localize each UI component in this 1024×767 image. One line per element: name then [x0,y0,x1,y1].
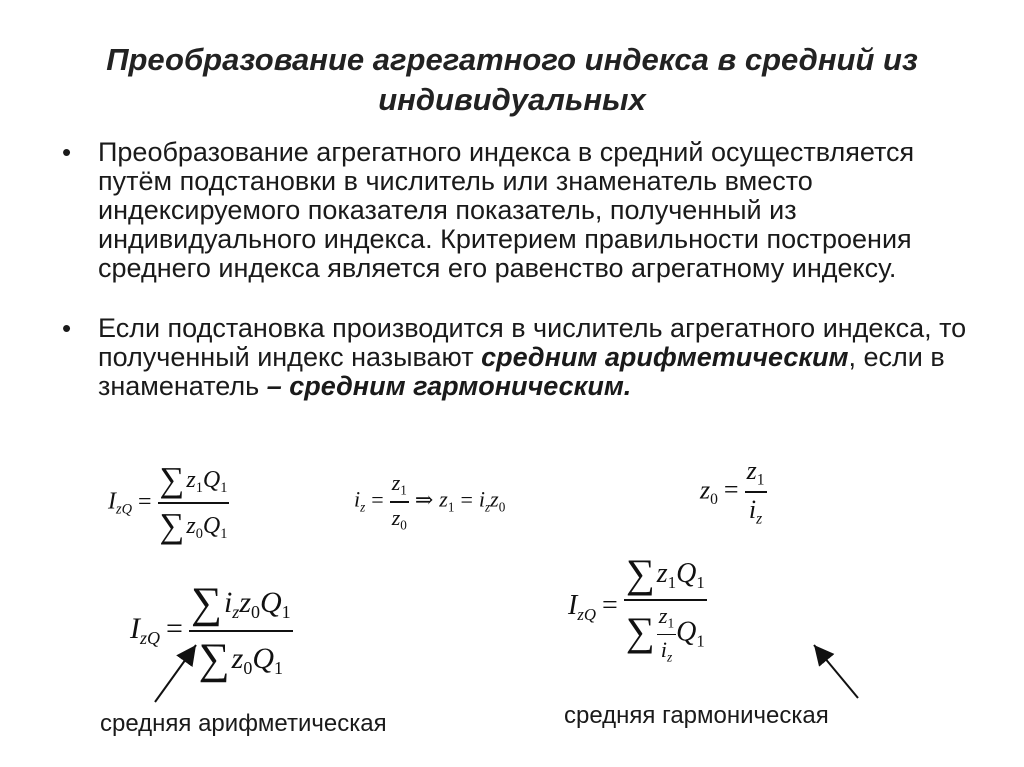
formula-arithmetic-mean: $I_{zQ}$ = $\frac{\sum i_zz_0Q_1}{\sum z_0Q_1}$ [130,579,291,683]
bullet-dot: • [62,313,72,343]
formula-individual-index: $i_z$ = $\frac{z_1}{z_0}$ ⇒ $z_1 = i_zz_0$ [354,470,506,533]
caption-harmonic: средняя гармоническая [564,702,829,729]
bullet-2-emphasis-harm: – средним гармоническим. [266,371,632,401]
slide-title: Преобразование агрегатного индекса в средний из индивидуальных [106,42,918,117]
bullet-2-emphasis-arith: средним арифметическим [481,342,849,372]
arrow-arithmetic [155,645,196,702]
arrow-harmonic [814,645,858,698]
caption-arithmetic: средняя арифметическая [100,710,387,737]
formula-z0: $z_0$ = $\frac{z_1}{i_z}$ [700,456,765,528]
bullet-2-part2: , если в знаменатель [98,342,945,401]
bullet-2-part1: Если подстановка производится в числитель агрегатного индекса, то полученный индекс называют [98,313,967,372]
formula-aggregate-index: $I_{zQ}$ = $\frac{\sum z_1Q_1}{\sum z_0Q_1}$ [108,460,228,545]
bullet-dot: • [62,137,72,167]
formula-harmonic-mean: $I_{zQ}$ = $\sum z_1Q_1$ ∑ $\frac{z_1}{i_z}$ $Q_1$ [568,551,705,665]
bullet-1-text: Преобразование агрегатного индекса в средний осуществляется путём подстановки в числитель или знаменатель вместо индексируемого показателя показатель, полученный из индивидуального индекса. Критерием правильности построения среднего индекса является его равенство агрегатному индексу. [98,137,915,283]
